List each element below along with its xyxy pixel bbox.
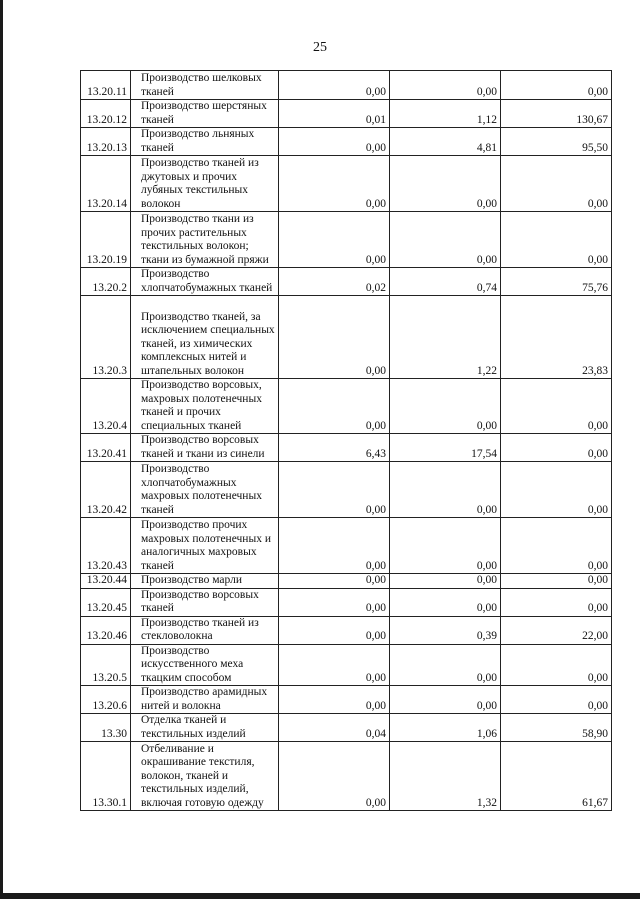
row-value-3: 130,67 [501,100,612,128]
row-name: Отделка тканей и текстильных изделий [131,714,279,742]
row-code: 13.20.5 [81,644,131,686]
table-row [81,686,612,714]
table-row [81,742,612,811]
row-value-3: 61,67 [501,742,612,811]
row-value-2: 0,00 [390,462,501,518]
row-code: 13.30 [81,714,131,742]
row-code: 13.20.19 [81,212,131,268]
row-value-3: 23,83 [501,296,612,379]
table-row [81,212,612,268]
row-value-3: 0,00 [501,156,612,212]
row-name: Производство ткани из прочих растительных текстильных волокон; ткани из бумажной пряжи [131,212,279,268]
row-name: Производство ворсовых, махровых полотенечных тканей и прочих специальных тканей [131,379,279,434]
row-value-1: 0,01 [279,100,390,128]
page-number: 25 [313,40,327,55]
table-row [81,518,612,574]
row-value-1: 0,00 [279,742,390,811]
row-value-3: 0,00 [501,212,612,268]
row-value-3: 22,00 [501,616,612,644]
row-name: Производство тканей из стекловолокна [131,616,279,644]
row-name: Производство прочих махровых полотенечных и аналогичных махровых тканей [131,518,279,574]
row-value-1: 6,43 [279,434,390,462]
row-code: 13.30.1 [81,742,131,811]
row-name: Производство ворсовых тканей [131,588,279,616]
row-value-2: 1,32 [390,742,501,811]
row-value-2: 0,00 [390,156,501,212]
row-value-1: 0,00 [279,71,390,100]
row-code: 13.20.13 [81,128,131,156]
row-name: Производство искусственного меха ткацким способом [131,644,279,686]
row-value-2: 1,12 [390,100,501,128]
row-value-2: 1,06 [390,714,501,742]
row-value-1: 0,00 [279,644,390,686]
row-value-3: 0,00 [501,686,612,714]
row-value-2: 0,00 [390,686,501,714]
row-value-1: 0,00 [279,462,390,518]
row-value-3: 0,00 [501,434,612,462]
row-name: Производство шерстяных тканей [131,100,279,128]
row-code: 13.20.42 [81,462,131,518]
row-code: 13.20.44 [81,574,131,589]
row-value-1: 0,00 [279,379,390,434]
row-name: Отбеливание и окрашивание текстиля, волокон, тканей и текстильных изделий, включая готовую одежду [131,742,279,811]
row-value-1: 0,00 [279,574,390,589]
table-row [81,714,612,742]
row-value-2: 17,54 [390,434,501,462]
row-value-1: 0,04 [279,714,390,742]
row-code: 13.20.6 [81,686,131,714]
row-name: Производство тканей, за исключением специальных тканей, из химических комплексных нитей и штапельных волокон [131,296,279,379]
row-value-2: 0,00 [390,518,501,574]
row-value-1: 0,00 [279,616,390,644]
table-row [81,644,612,686]
row-value-1: 0,00 [279,518,390,574]
row-name: Производство хлопчатобумажных махровых полотенечных тканей [131,462,279,518]
table-row [81,616,612,644]
row-value-3: 0,00 [501,518,612,574]
table-row [81,379,612,434]
table-row [81,434,612,462]
row-value-2: 0,74 [390,268,501,296]
table-row [81,462,612,518]
industry-table [80,70,612,811]
row-value-2: 1,22 [390,296,501,379]
row-code: 13.20.41 [81,434,131,462]
row-name: Производство марли [131,574,279,589]
row-value-1: 0,00 [279,296,390,379]
row-value-1: 0,02 [279,268,390,296]
table-row [81,100,612,128]
row-code: 13.20.12 [81,100,131,128]
row-value-2: 4,81 [390,128,501,156]
row-name: Производство тканей из джутовых и прочих лубяных текстильных волокон [131,156,279,212]
row-value-3: 0,00 [501,588,612,616]
row-code: 13.20.2 [81,268,131,296]
row-name: Производство ворсовых тканей и ткани из синели [131,434,279,462]
row-value-3: 0,00 [501,644,612,686]
row-value-2: 0,00 [390,379,501,434]
row-code: 13.20.4 [81,379,131,434]
scan-edge-left [0,0,3,899]
row-value-2: 0,00 [390,574,501,589]
row-code: 13.20.45 [81,588,131,616]
row-value-1: 0,00 [279,156,390,212]
table-row [81,128,612,156]
table-row [81,156,612,212]
row-code: 13.20.3 [81,296,131,379]
table-row [81,71,612,100]
row-value-1: 0,00 [279,128,390,156]
row-code: 13.20.46 [81,616,131,644]
row-value-3: 75,76 [501,268,612,296]
row-value-3: 0,00 [501,379,612,434]
row-value-1: 0,00 [279,588,390,616]
scan-edge-bottom [0,893,640,899]
row-value-1: 0,00 [279,686,390,714]
row-value-3: 0,00 [501,462,612,518]
row-name: Производство шелковых тканей [131,71,279,100]
table-row [81,296,612,379]
row-value-2: 0,00 [390,212,501,268]
row-value-3: 0,00 [501,71,612,100]
row-value-3: 0,00 [501,574,612,589]
row-value-2: 0,00 [390,644,501,686]
row-code: 13.20.11 [81,71,131,100]
table-row [81,588,612,616]
row-name: Производство льняных тканей [131,128,279,156]
table-row [81,268,612,296]
row-value-3: 58,90 [501,714,612,742]
row-name: Производство арамидных нитей и волокна [131,686,279,714]
table-row [81,574,612,589]
row-code: 13.20.43 [81,518,131,574]
row-name: Производство хлопчатобумажных тканей [131,268,279,296]
row-value-2: 0,39 [390,616,501,644]
row-code: 13.20.14 [81,156,131,212]
row-value-3: 95,50 [501,128,612,156]
row-value-2: 0,00 [390,71,501,100]
row-value-1: 0,00 [279,212,390,268]
row-value-2: 0,00 [390,588,501,616]
